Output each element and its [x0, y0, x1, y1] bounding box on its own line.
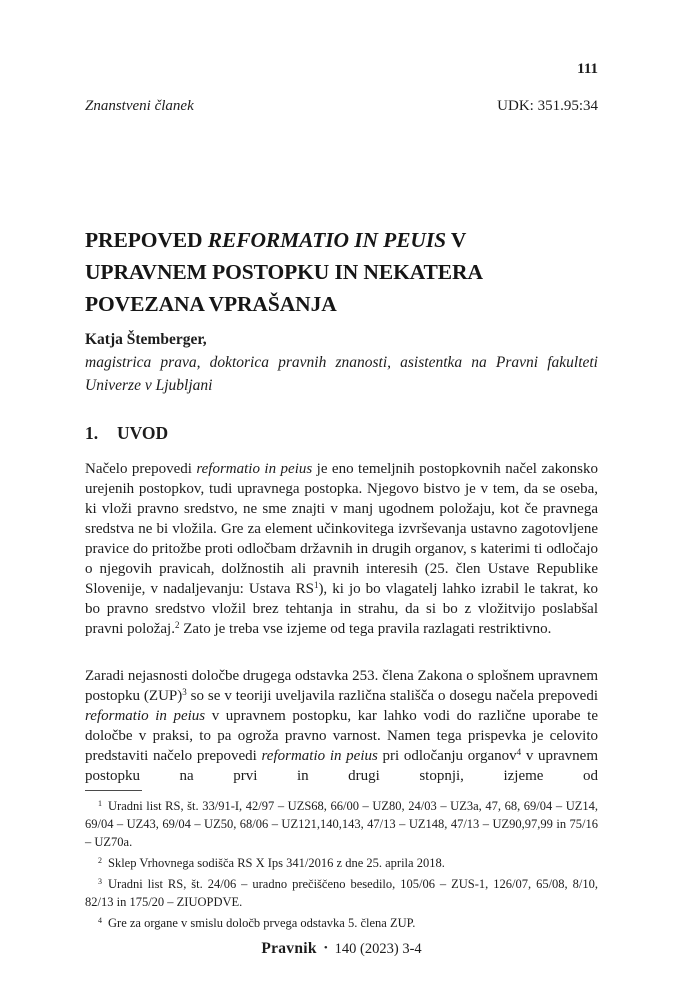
paragraph-text: v upravnem postopku, kar lahko vodi do različne uporabe te določbe v praksi, to pa ogroža pravno varnost. Namen tega prispevka je celovito predstaviti načelo prepovedi [85, 708, 598, 764]
section-number: 1. [85, 423, 99, 443]
footnote-number: 1 [98, 799, 102, 808]
footnote-text: Uradni list RS, št. 24/06 – uradno prečiščeno besedilo, 105/06 – ZUS-1, 126/07, 65/08, 8/10, 82/13 in 175/20 – ZIUOPDVE. [85, 877, 598, 909]
paragraph-text: pri odločanju organov [377, 748, 517, 764]
title-line-1 [85, 224, 607, 256]
footnote-3 [85, 875, 598, 911]
footnote-ref-4: 4 [516, 747, 522, 757]
title-latin-phrase: REFORMATIO IN PEUIS [207, 228, 446, 252]
footnote-1 [85, 797, 598, 851]
latin-phrase: reformatio in peius [196, 461, 313, 477]
footnote-ref-1: 1 [313, 580, 319, 590]
section-heading-uvod [85, 423, 598, 444]
footnote-text: Uradni list RS, št. 33/91-I, 42/97 – UZS68, 66/00 – UZ80, 24/03 – UZ3a, 47, 68, 69/04 – UZ14, 69/04 – UZ43, 69/04 – UZ50, 68/06 – UZ121,140,143, 47/13 – UZ148, 47/13 – UZ90,97,99 in 75/16 – UZ70a. [85, 799, 598, 849]
footnote-ref-3: 3 [182, 687, 187, 697]
paragraph-text: Zato je treba vse izjeme od tega pravila razlagati restriktivno. [179, 621, 552, 637]
footnote-number: 4 [98, 916, 102, 925]
footnotes-block [85, 797, 598, 935]
intro-paragraph-1 [85, 459, 598, 639]
paragraph-text: so se v teoriji uveljavila različna stališča o dosegu načela prepovedi [186, 688, 598, 704]
page-number: 111 [577, 61, 598, 77]
paragraph-text: Zaradi nejasnosti določbe drugega odstavka 253. člena Zakona o splošnem upravnem postopku (ZUP) [85, 668, 598, 704]
article-title [85, 224, 607, 320]
author-block [85, 328, 598, 397]
paragraph-text: v upravnem postopku na prvi in drugi stopnji, izjeme od [85, 748, 598, 784]
section-title: UVOD [117, 423, 169, 443]
latin-phrase: reformatio in peius [85, 708, 206, 724]
footer-bullet: • [323, 942, 328, 954]
paragraph-text: ), ki jo bo vlagatelj lahko izrabil le takrat, ko bo pravno sredstvo vložil brez tehtanja in strahu, da si bo z vložitvijo poslabšal pravni položaj. [85, 581, 598, 637]
footnote-text: Sklep Vrhovnega sodišča RS X Ips 341/2016 z dne 25. aprila 2018. [108, 856, 445, 870]
title-text: V [446, 228, 467, 252]
paragraph-text: Načelo prepovedi [85, 461, 197, 477]
title-text: PREPOVED [85, 228, 208, 252]
footnote-number: 3 [98, 877, 102, 886]
journal-footer [85, 940, 598, 958]
article-meta-row [85, 98, 598, 115]
udk-code: UDK: 351.95:34 [497, 98, 598, 114]
footnote-text: Gre za organe v smislu določb prvega odstavka 5. člena ZUP. [108, 916, 416, 930]
footnote-ref-2: 2 [174, 620, 180, 630]
author-affiliation-line-1: magistrica prava, doktorica pravnih znanosti, asistentka na Pravni fakulteti [85, 354, 598, 371]
footnote-separator-rule [85, 790, 142, 791]
author-name: Katja Štemberger, [85, 331, 207, 348]
footnote-2 [85, 854, 598, 872]
intro-paragraph-2 [85, 666, 598, 786]
article-type-label: Znanstveni članek [85, 98, 194, 114]
title-line-3: POVEZANA VPRAŠANJA [85, 292, 337, 316]
author-affiliation-line-2: Univerze v Ljubljani [85, 377, 213, 394]
latin-phrase: reformatio in peius [261, 748, 378, 764]
paragraph-text: je eno temeljnih postopkovnih načel zakonsko urejenih postopkov, tudi upravnega postopka. Njegovo bistvo je v tem, da se oseba, ki vloži pravno sredstvo, ne sme znajti v manj ugodnem položaju, kot če pravnega sredstva ne bi vložila. Gre za element učinkovitega izvrševanja ustavno zagotovljene pravice do pritožbe proti odločbam državnih in drugih organov, s katerimi ti odločajo o njegovih pravicah, dolžnostih ali pravnih interesih (25. člen Ustave Republike Slovenije, v nadaljevanju: Ustava RS [85, 461, 598, 597]
journal-name: Pravnik [261, 940, 317, 957]
journal-issue: 140 (2023) 3-4 [334, 941, 422, 957]
title-line-2: UPRAVNEM POSTOPKU IN NEKATERA [85, 260, 483, 284]
footnote-number: 2 [98, 856, 102, 865]
footnote-4 [85, 914, 598, 932]
